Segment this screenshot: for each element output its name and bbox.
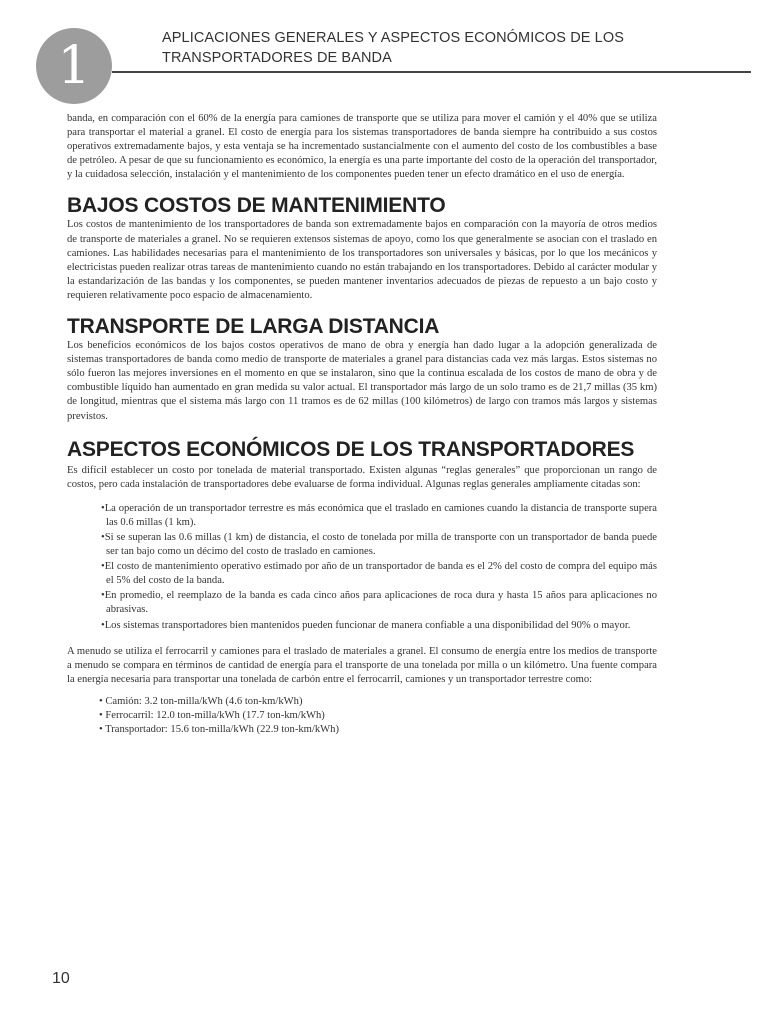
list-item: •Los sistemas transportadores bien mantenidos pueden funcionar de manera confiable a una disponibilidad del 90% o mayor.	[101, 619, 631, 631]
list-item: • Camión: 3.2 ton-milla/kWh (4.6 ton-km/kWh)	[99, 695, 303, 707]
chapter-number: 1	[57, 36, 91, 96]
header-divider	[112, 71, 751, 73]
closing-paragraph: A menudo se utiliza el ferrocarril y camiones para el traslado de materiales a granel. El consumo de energía entre los medios de transporte a menudo se compara en términos de cantidad de energía para el transporte de una tonelada por milla o un kilómetro. Una fuente compara la energía necesaria para transportar una tonelada de carbón entre el ferrocarril, camiones y un transportador terrestre como:	[67, 645, 657, 685]
list-item: •La operación de un transportador terrestre es más económica que el traslado en camiones cuando la distancia de transporte supera las 0.6 millas (1 km).	[101, 502, 657, 528]
heading-long-distance: TRANSPORTE DE LARGA DISTANCIA	[67, 315, 440, 339]
energy-list	[67, 695, 657, 737]
paragraph-long-distance: Los beneficios económicos de los bajos costos operativos de mano de obra y energía han dado lugar a la adopción generalizada de sistemas transportadores de banda como medio de transporte de materiales a granel para distancias cada vez más largas. Estos sistemas no sólo fueron las mejores inversiones en el momento en que se instalaron, sino que la continua escalada de los costos de mano de obra y de combustible líquido han aumentado en gran medida su valor actual. El transportador más largo de un solo tramo es de 21,7 millas (35 km) de longitud, mientras que el sistema más largo con 11 tramos es de 62 millas (100 kilómetros) de largo con tramos más largos y sistemas previstos.	[67, 340, 657, 422]
paragraph-economics: Es difícil establecer un costo por tonelada de material transportado. Existen algunas “reglas generales” que proporcionan un rango de costos, pero cada instalación de transportadores debe evaluarse de forma individual. Algunas reglas generales ampliamente citadas son:	[67, 464, 657, 490]
list-item: •En promedio, el reemplazo de la banda es cada cinco años para aplicaciones de roca dura y hasta 15 años para aplicaciones no abrasivas.	[101, 590, 657, 616]
list-item: • Ferrocarril: 12.0 ton-milla/kWh (17.7 ton-km/kWh)	[99, 710, 325, 721]
heading-maintenance: BAJOS COSTOS DE MANTENIMIENTO	[67, 194, 446, 218]
intro-paragraph: banda, en comparación con el 60% de la energía para camiones de transporte que se utiliza para mover el camión y el 40% que se utiliza para transportar el material a granel. El costo de energía para los sistemas transportadores de banda siempre ha contribuido a sus costos operativos extremadamente bajos, y esta ventaja se ha incrementado sustancialmente con el aumento del costo de los combustibles a base de petróleo. A pesar de que su funcionamiento es económico, la energía es una parte importante del costo de la operación del transportador, y la cuidadosa selección, instalación y el mantenimiento de los componentes pueden tener un efecto dramático en el uso de energía.	[67, 113, 657, 181]
list-item: •Si se superan las 0.6 millas (1 km) de distancia, el costo de tonelada por milla de transporte con un transportador de banda puede ser tan bajo como un décimo del costo de traslado en camiones.	[101, 531, 657, 558]
rules-list	[67, 502, 657, 633]
page-header-title: APLICACIONES GENERALES Y ASPECTOS ECONÓMICOS DE LOS TRANSPORTADORES DE BANDA	[162, 30, 624, 66]
page-number: 10	[52, 970, 70, 987]
heading-economics: ASPECTOS ECONÓMICOS DE LOS TRANSPORTADORES	[67, 437, 635, 461]
list-item: •El costo de mantenimiento operativo estimado por año de un transportador de banda es el 2% del costo de compra del equipo más el 5% del costo de la banda.	[101, 561, 657, 587]
list-item: • Transportador: 15.6 ton-milla/kWh (22.9 ton-km/kWh)	[99, 724, 339, 736]
paragraph-maintenance: Los costos de mantenimiento de los transportadores de banda son extremadamente bajos en comparación con la mayoría de otros medios de transporte de materiales a granel. No se requieren extensos sistemas de apoyo, como los que generalmente se asocian con el traslado en camiones. Las habilidades necesarias para el mantenimiento de los transportadores son universales y básicas, por lo que los mecánicos y electricistas pueden realizar otras tareas de mantenimiento cuando no están trabajando en los transportadores. Debido al carácter modular y la estandarización de las bandas y los componentes, se pueden mantener inventarios adecuados de piezas de repuesto a un bajo costo y requieren relativamente poco espacio de almacenamiento.	[67, 219, 657, 301]
page-content	[67, 112, 657, 737]
